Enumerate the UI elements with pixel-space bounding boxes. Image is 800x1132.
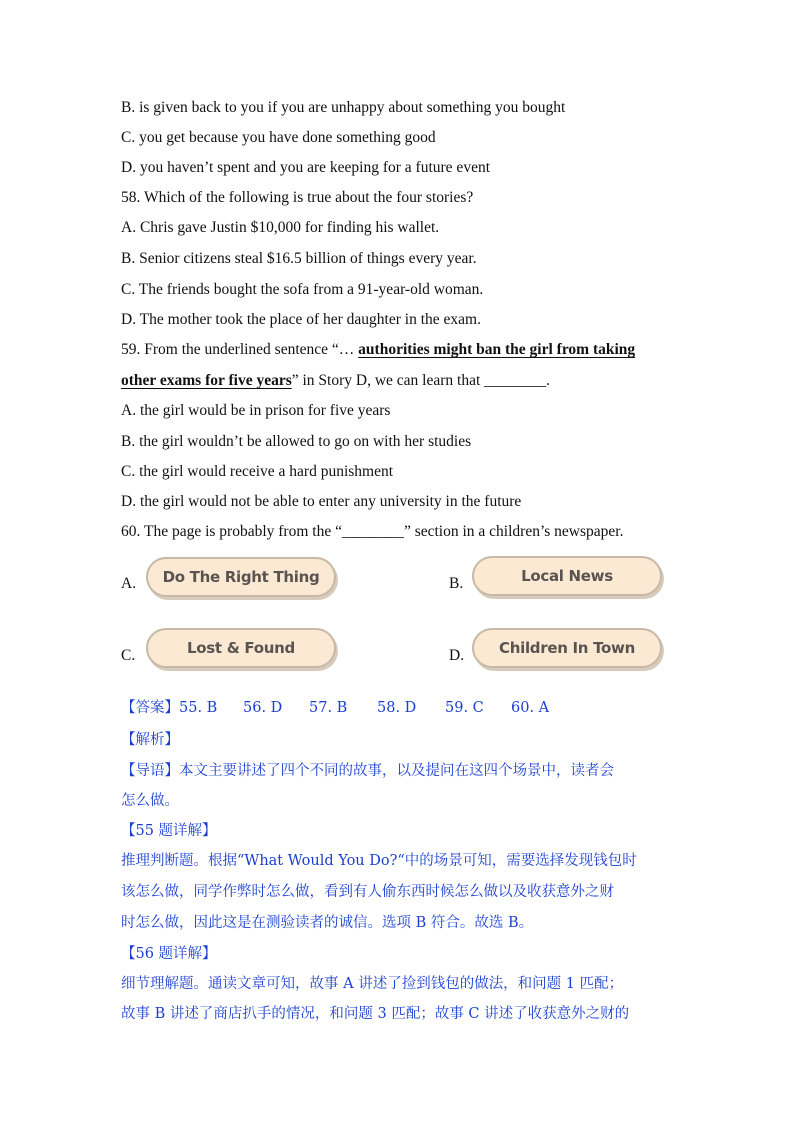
q60-option-d-letter: D. (449, 647, 465, 664)
guide-line1 (121, 761, 614, 781)
answer-59: 59. C (445, 700, 484, 716)
q55-detail-line1: 推理判断题。根据“What Would You Do?“中的场景可知，需要选择发现钱包时 (121, 853, 637, 869)
q57-option-b: B. is given back to you if you are unhappy about something you bought (121, 99, 566, 116)
answer-58: 58. D (377, 700, 417, 716)
q59-option-c: C. the girl would receive a hard punishment (121, 463, 394, 480)
q60-option-a-letter: A. (121, 575, 137, 592)
q60-option-a-badge: Do The Right Thing (146, 557, 336, 597)
answer-line (121, 698, 549, 718)
q57-option-c: C. you get because you have done something good (121, 129, 436, 146)
q59-stem-line2 (121, 371, 550, 391)
q59-stem-pre: 59. From the underlined sentence “… (121, 341, 359, 358)
q57-option-d: D. you haven’t spent and you are keeping for a future event (121, 159, 491, 176)
answer-tag: 【答案】 (121, 700, 179, 716)
q59-underlined-quote: authorities might ban the girl from taking (358, 341, 636, 358)
q59-stem-line1 (121, 340, 635, 360)
q58-option-b: B. Senior citizens steal $16.5 billion of things every year. (121, 250, 477, 267)
answer-57: 57. B (309, 700, 348, 716)
q60-option-b-badge: Local News (472, 556, 662, 596)
q58-option-a: A. Chris gave Justin $10,000 for finding his wallet. (121, 219, 440, 236)
q59-option-a: A. the girl would be in prison for five years (121, 402, 391, 419)
q60-option-c-badge: Lost & Found (146, 628, 336, 668)
analysis-tag: 【解析】 (121, 732, 179, 748)
q60-stem: 60. The page is probably from the “________” section in a children’s newspaper. (121, 523, 624, 540)
guide-tag: 【导语】 (121, 763, 179, 779)
q59-stem-post: ” in Story D, we can learn that ________. (291, 372, 551, 389)
answer-55: 55. B (179, 700, 218, 716)
q60-option-d-badge: Children In Town (472, 628, 662, 668)
q55-detail-line3: 时怎么做，因此这是在测验读者的诚信。选项 B 符合。故选 B。 (121, 915, 534, 931)
answer-56: 56. D (243, 700, 283, 716)
q56-detail-line1: 细节理解题。通读文章可知，故事 A 讲述了捡到钱包的做法，和问题 1 匹配； (121, 976, 624, 992)
q55-detail-line2: 该怎么做，同学作弊时怎么做，看到有人偷东西时候怎么做以及收获意外之财 (121, 884, 614, 900)
guide-line2: 怎么做。 (121, 793, 179, 809)
q58-stem: 58. Which of the following is true about the four stories? (121, 189, 474, 206)
q58-option-d: D. The mother took the place of her daughter in the exam. (121, 311, 481, 328)
q59-underlined-quote-cont: other exams for five years (121, 372, 292, 389)
q59-option-d: D. the girl would not be able to enter any university in the future (121, 493, 522, 510)
q60-option-b-letter: B. (449, 575, 464, 592)
q55-detail-tag: 【55 题详解】 (121, 823, 217, 839)
q58-option-c: C. The friends bought the sofa from a 91-year-old woman. (121, 281, 484, 298)
q59-option-b: B. the girl wouldn’t be allowed to go on with her studies (121, 433, 472, 450)
q56-detail-line2: 故事 B 讲述了商店扒手的情况，和问题 3 匹配；故事 C 讲述了收获意外之财的 (121, 1006, 630, 1022)
q60-option-c-letter: C. (121, 647, 136, 664)
q56-detail-tag: 【56 题详解】 (121, 946, 217, 962)
guide-text-1: 本文主要讲述了四个不同的故事，以及提问在这四个场景中，读者会 (179, 763, 614, 779)
answer-60: 60. A (511, 700, 550, 716)
